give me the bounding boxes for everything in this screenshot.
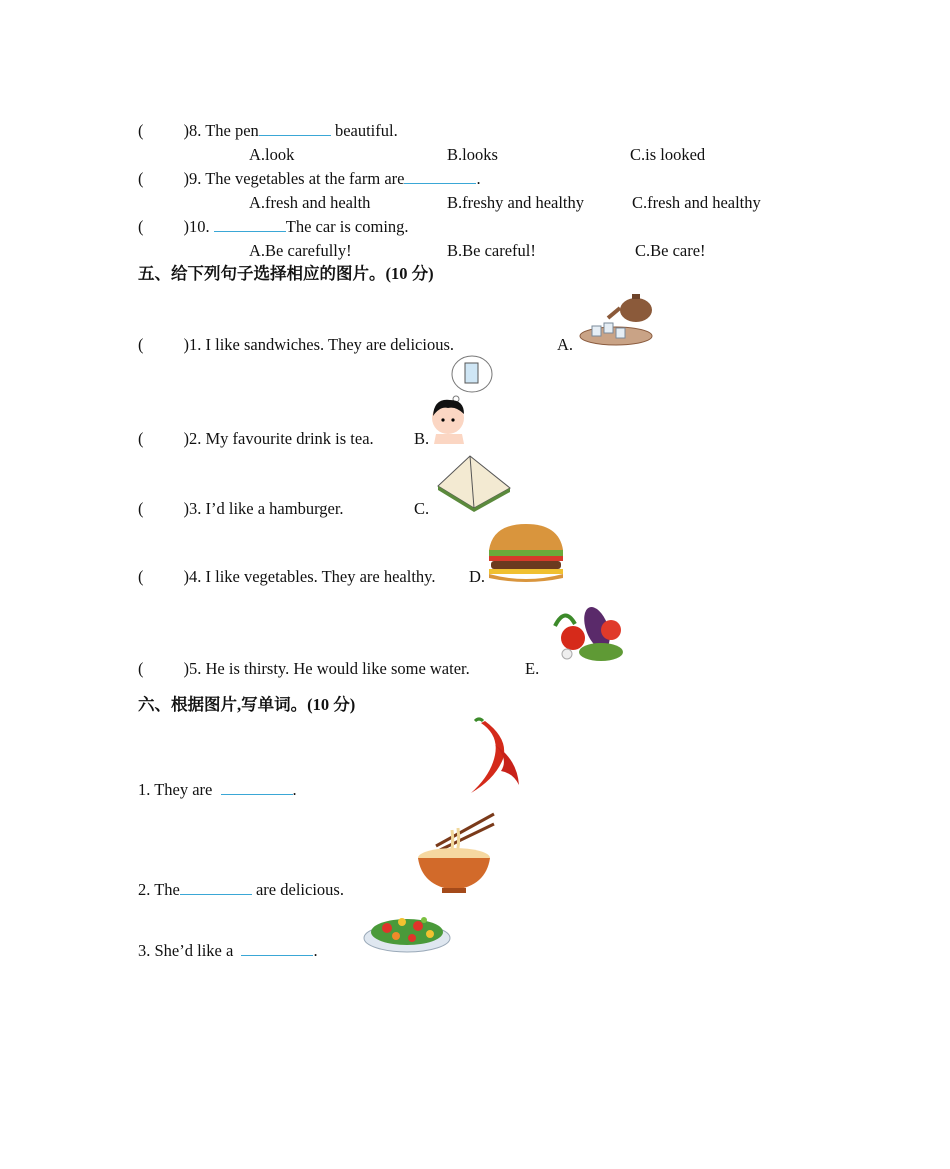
question-text: )9. The vegetables at the farm are [183,169,405,188]
picture-letter-a: A. [557,335,574,354]
question-text-end: beautiful. [330,121,398,140]
answer-blank[interactable] [180,880,252,895]
answer-blank[interactable] [221,780,293,795]
boy-thinking-water-picture [430,354,496,444]
paren: ( [138,121,144,140]
hamburger-picture [485,520,567,584]
match-text: )2. My favourite drink is tea. [183,429,374,448]
paren: ( [138,335,144,354]
picture-letter-b: B. [414,429,430,448]
question-text: )10. [183,217,214,236]
vegetables-picture [545,596,627,666]
paren: ( [138,169,144,188]
fill-text: 1. They are [138,780,217,799]
fill-item-3 [138,941,318,961]
noodles-bowl-picture [416,810,496,894]
option-b[interactable]: B.looks [447,145,498,164]
match-text: )1. I like sandwiches. They are delicious. [183,335,454,354]
answer-blank[interactable] [241,941,313,956]
fill-text: 3. She’d like a [138,941,238,960]
option-a[interactable]: A.Be carefully! [249,241,352,260]
picture-letter-e: E. [525,659,540,678]
fill-text-end: are delicious. [251,880,344,899]
section-5-title: 五、给下列句子选择相应的图片。(10 分) [138,264,434,283]
match-text: )3. I’d like a hamburger. [183,499,344,518]
option-a[interactable]: A.fresh and health [249,193,371,212]
match-item-3 [138,499,344,519]
match-item-4 [138,567,435,587]
question-text-end: . [476,169,481,188]
option-b[interactable]: B.Be careful! [447,241,536,260]
paren: ( [138,659,144,678]
tea-set-picture [578,290,660,350]
option-c[interactable]: C.fresh and healthy [632,193,761,212]
match-item-5 [138,659,470,679]
option-a[interactable]: A.look [249,145,295,164]
fill-item-1 [138,780,297,800]
paren: ( [138,217,144,236]
match-text: )5. He is thirsty. He would like some water. [183,659,470,678]
fill-text-end: . [292,780,297,799]
answer-blank[interactable] [404,169,476,184]
section-6-title: 六、根据图片,写单词。(10 分) [138,695,356,714]
paren: ( [138,429,144,448]
question-text: )8. The pen [183,121,259,140]
fill-text: 2. The [138,880,180,899]
match-text: )4. I like vegetables. They are healthy. [183,567,436,586]
answer-blank[interactable] [259,121,331,136]
paren: ( [138,499,144,518]
option-c[interactable]: C.Be care! [635,241,706,260]
salad-plate-picture [362,908,452,956]
fill-text-end: . [313,941,318,960]
answer-blank[interactable] [214,217,286,232]
match-item-1 [138,335,454,355]
picture-letter-d: D. [469,567,486,586]
sandwich-picture [434,452,514,514]
option-c[interactable]: C.is looked [630,145,706,164]
question-8 [138,121,398,141]
fill-item-2 [138,880,344,900]
chili-peppers-picture [465,715,527,797]
match-item-2 [138,429,374,449]
question-10 [138,217,409,237]
question-9 [138,169,481,189]
question-text-end: The car is coming. [285,217,409,236]
picture-letter-c: C. [414,499,430,518]
paren: ( [138,567,144,586]
option-b[interactable]: B.freshy and healthy [447,193,585,212]
